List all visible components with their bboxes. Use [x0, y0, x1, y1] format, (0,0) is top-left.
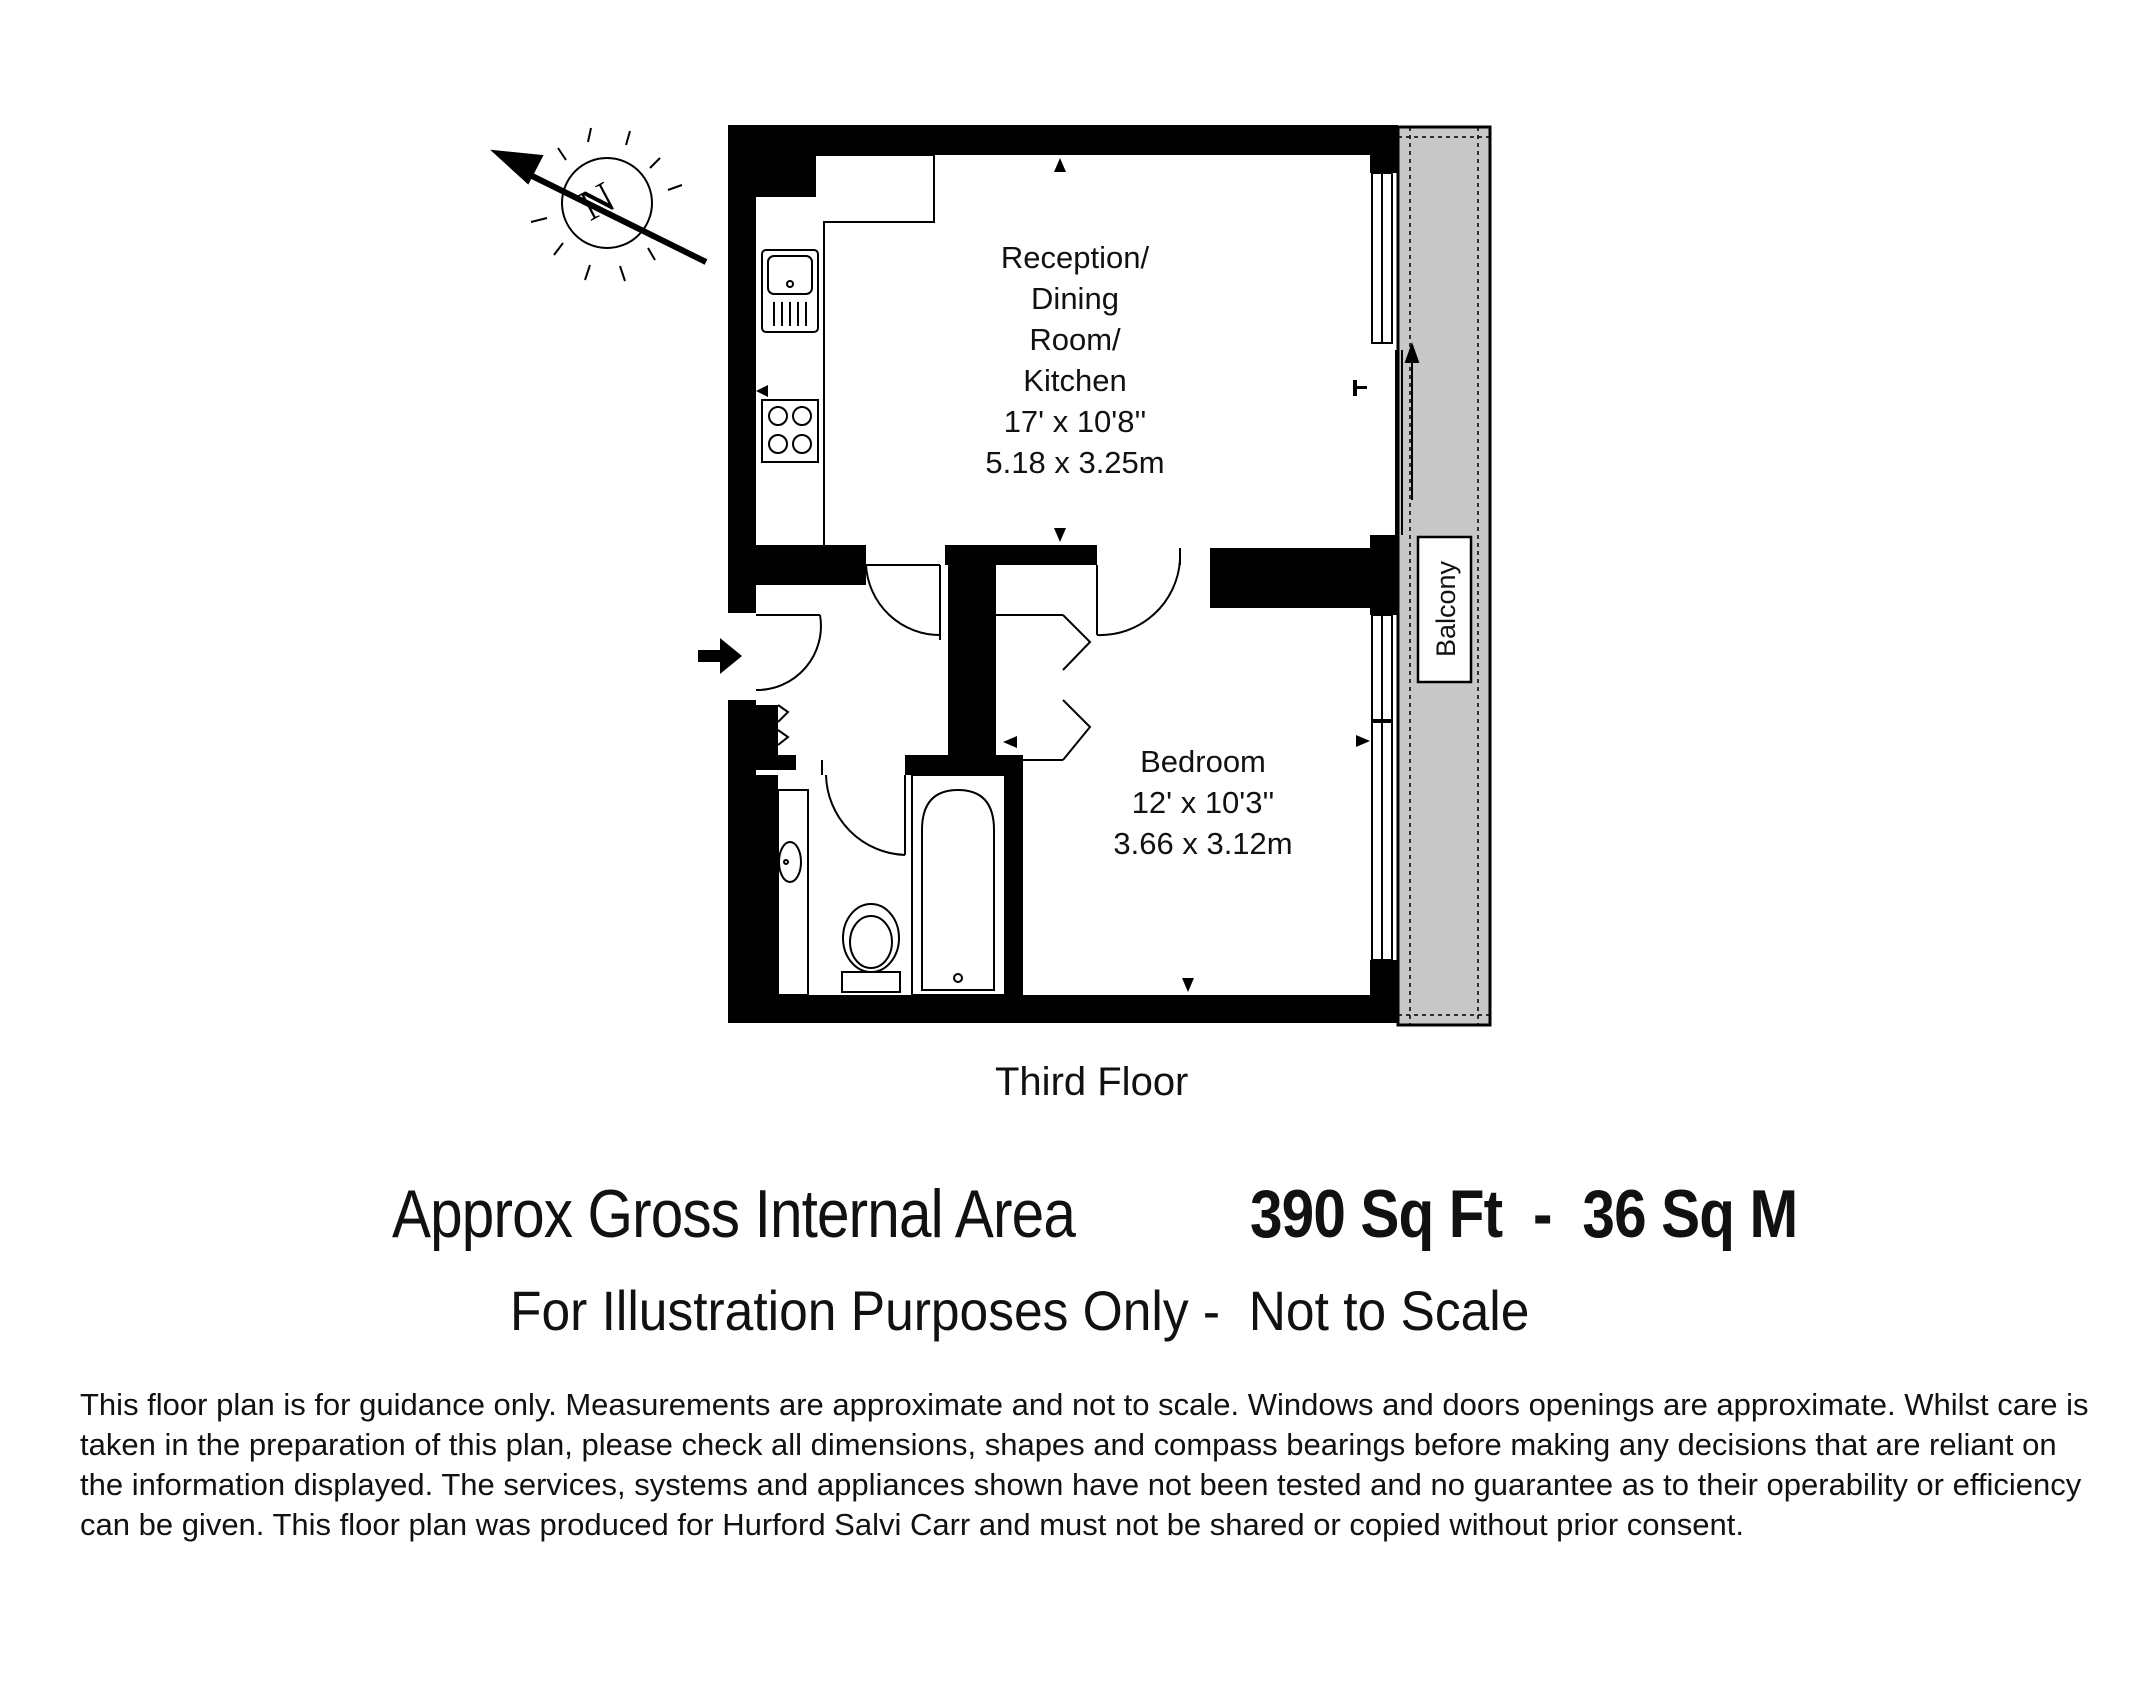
disclaimer-text: This floor plan is for guidance only. Measurements are approximate and not to scale. Windows and doors openings are approximate. Whilst care is taken in the preparation of this plan, please check all dimensions, shapes and compass bearings before making any decisions that are reliant on the information displayed. The services, systems and appliances shown have not been tested and no guarantee as to their operability or efficiency can be given. This floor plan was produced for Hurford Salvi Carr and must not be shared or copied without prior consent.: [80, 1387, 2089, 1542]
illustration-notice: For Illustration Purposes Only - Not to Scale: [510, 1279, 1530, 1342]
hob-icon: [762, 400, 818, 462]
reception-name-line-3: Room/: [1029, 322, 1121, 357]
reception-dimensions-metric: 5.18 x 3.25m: [985, 445, 1165, 480]
bath-icon: [912, 775, 1005, 995]
compass-letter: N: [571, 172, 623, 231]
floor-label: Third Floor: [995, 1060, 1189, 1104]
bedroom-label: [1113, 744, 1292, 861]
compass-icon: [493, 128, 706, 281]
kitchen-counter: [762, 155, 934, 545]
bathroom-fittings: [778, 775, 1005, 995]
reception-name-line-4: Kitchen: [1023, 363, 1127, 398]
reception-name-line-2: Dining: [1031, 281, 1119, 316]
reception-dimensions-imperial: 17' x 10'8'': [1003, 404, 1147, 439]
balcony: [1398, 127, 1490, 1025]
balcony-label: Balcony: [1431, 560, 1461, 658]
basin-icon: [778, 790, 808, 995]
bedroom-name: Bedroom: [1140, 744, 1266, 779]
area-value: 390 Sq Ft - 36 Sq M: [1250, 1176, 1798, 1252]
entrance-arrow-icon: [698, 638, 742, 674]
toilet-icon: [842, 904, 900, 992]
bedroom-dimensions-metric: 3.66 x 3.12m: [1113, 826, 1293, 861]
reception-name-line-1: Reception/: [1000, 240, 1150, 275]
reception-room-label: [985, 240, 1164, 480]
area-label: Approx Gross Internal Area: [392, 1176, 1076, 1252]
bedroom-dimensions-imperial: 12' x 10'3'': [1131, 785, 1275, 820]
